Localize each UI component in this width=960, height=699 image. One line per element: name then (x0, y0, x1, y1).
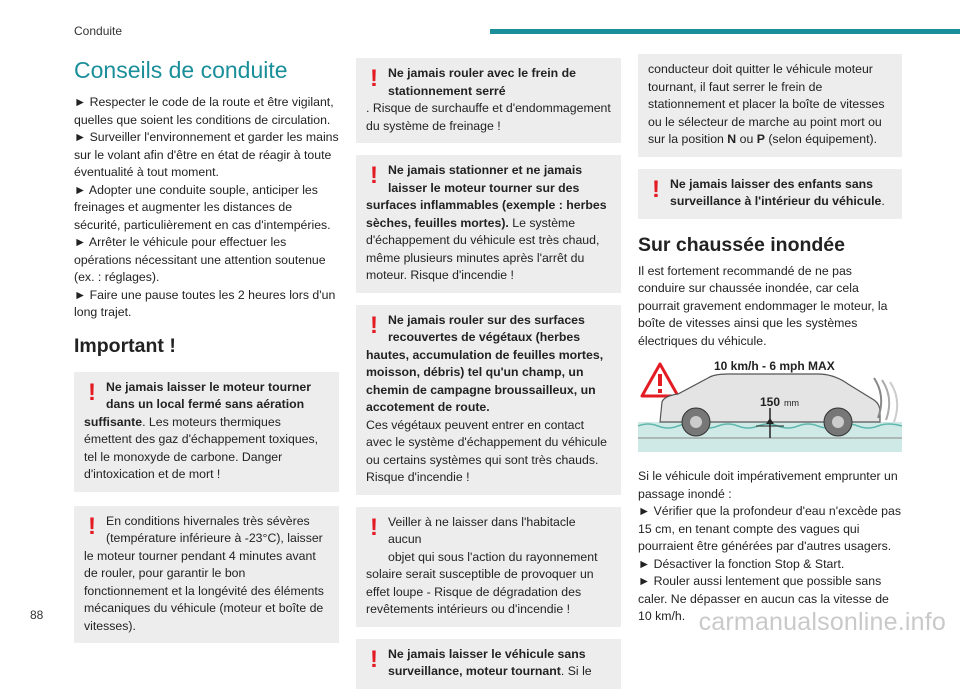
warning-bold-line: recouvertes de végétaux (herbes (388, 330, 581, 344)
speed-limit-label: 10 km/h - 6 mph MAX (714, 359, 835, 373)
warning-icon: ! (370, 162, 378, 189)
warning-text: surfaces inflammables (exemple : herbes sèches, feuilles mortes). Le système d'échappement du véhicule est très chaud, même plusieurs minutes après l'arrêt du moteur. Risque d'incendie ! (366, 198, 607, 282)
important-heading: Important ! (74, 334, 176, 357)
page-number: 88 (30, 608, 44, 622)
warning-bold-text: hautes, accumulation de feuilles mortes, moisson, débris) tel qu'un champ, un chemin de campagne broussailleux, un accotement de route. (366, 347, 604, 414)
flooded-road-figure (638, 356, 902, 456)
warning-box-winter (74, 506, 339, 644)
flooded-step-1: ► Vérifier que la profondeur d'eau n'excède pas 15 cm, en tenant compte des vagues qui pourraient être générées par d'autres usagers. (638, 504, 901, 553)
warning-bold-line: dans un local fermé sans aération (106, 397, 305, 411)
section-heading-flooded-road: Sur chaussée inondée (638, 233, 845, 256)
warning-icon: ! (652, 175, 660, 203)
flooded-step-2: ► Désactiver la fonction Stop & Start. (638, 556, 845, 571)
warning-line: objet qui sous l'action du rayonnement (388, 549, 598, 564)
warning-box-unattended-engine (356, 639, 621, 689)
header-accent-bar (490, 29, 960, 34)
warning-line: En conditions hivernales très sévères (106, 513, 310, 528)
warning-line: Veiller à ne laisser dans l'habitacle aucun (388, 514, 576, 546)
warning-text: conducteur doit quitter le véhicule moteur tournant, il faut serrer le frein de stationnement et placer la boîte de vitesses ou le sélecteur de marche au point mort ou sur la position N ou P (selon équipement). (648, 62, 885, 146)
warning-bold-line: Ne jamais laisser des enfants sans (670, 176, 874, 191)
warning-text: suffisante. Les moteurs thermiques émettent des gaz d'échappement toxiques, tel le monoxyde de carbone. Danger d'intoxication et de mort ! (84, 414, 319, 481)
column-left (74, 52, 339, 653)
warning-box-sun-magnifier (356, 507, 621, 627)
warning-line: surveillance, moteur tournant. Si le (388, 664, 592, 678)
tip-1: ► Respecter le code de la route et être vigilant, quelles que soient les conditions de circulation. (74, 95, 334, 127)
warning-icon: ! (370, 645, 378, 673)
warning-text: Ces végétaux peuvent entrer en contact avec le système d'échappement du véhicule ou certains systèmes qui sont très chauds. Risque d'incendie ! (366, 417, 607, 484)
warning-bold-line: Ne jamais stationner et ne jamais (388, 163, 583, 177)
column-middle (356, 58, 621, 699)
warning-icon: ! (88, 512, 96, 540)
warning-line: stationnement serré (388, 83, 506, 98)
warning-bold-line: Ne jamais laisser le moteur tourner (106, 379, 312, 394)
tip-4: ► Arrêter le véhicule pour effectuer les opérations nécessitant une attention soutenue (ex. : réglages). (74, 235, 326, 284)
flooded-intro: Il est fortement recommandé de ne pas conduire sur chaussée inondée, car cela pourrait gravement endommager le moteur, la boîte de vitesses ainsi que les systèmes électriques du véhicule. (638, 263, 888, 348)
warning-box-flammable-surfaces (356, 155, 621, 293)
page-title: Conseils de conduite (74, 57, 288, 83)
flooded-step-3: ► Rouler aussi lentement que possible sans caler. Ne dépasser en aucun cas la vitesse de 10 km/h. (638, 574, 889, 623)
watermark: carmanualsonline.info (698, 608, 946, 636)
tip-3: ► Adopter une conduite souple, anticiper les freinages et augmenter les distances de sécurité, particulièrement en cas d'intempéries. (74, 182, 331, 232)
warning-box-closed-garage (74, 372, 339, 492)
warning-icon: ! (88, 378, 96, 406)
column-right (638, 54, 902, 626)
warning-text: . Risque de surchauffe et d'endommagement du système de freinage ! (366, 101, 611, 133)
warning-icon: ! (370, 65, 378, 92)
depth-value: 150 (760, 395, 781, 409)
flooded-step-intro: Si le véhicule doit impérativement emprunter un passage inondé : (638, 469, 898, 501)
warning-line: (température inférieure à -23°C), laisser (106, 531, 323, 545)
warning-text: le moteur tourner pendant 4 minutes avant de rouler, pour garantir le bon fonctionnement et la longévité des éléments mécaniques du véhicule (moteur et boîte de vitesses). (84, 548, 324, 633)
warning-bold-line: Ne jamais rouler avec le frein de (388, 66, 576, 80)
depth-unit: mm (784, 398, 799, 408)
warning-icon: ! (370, 513, 378, 541)
warning-line: surveillance à l'intérieur du véhicule. (670, 194, 885, 208)
warning-box-children (638, 169, 902, 219)
warning-box-vegetation (356, 305, 621, 495)
header-label: Conduite (74, 24, 123, 38)
warning-bold-line: Ne jamais rouler sur des surfaces (388, 312, 585, 327)
warning-bold-line: laisser le moteur tourner sur des (388, 180, 580, 195)
warning-icon: ! (370, 311, 378, 339)
warning-text: solaire serait susceptible de provoquer un effet loupe - Risque de dégradation des revêtements intérieurs ou d'incendie ! (366, 567, 594, 616)
warning-box-parking-brake (356, 58, 621, 143)
tip-2: ► Surveiller l'environnement et garder les mains sur le volant afin d'être en état de réagir à toute éventualité à tout moment. (74, 130, 339, 179)
warning-box-continued (638, 54, 902, 157)
tip-5: ► Faire une pause toutes les 2 heures lors d'un long trajet. (74, 287, 336, 319)
warning-bold-line: Ne jamais laisser le véhicule sans (388, 646, 586, 661)
